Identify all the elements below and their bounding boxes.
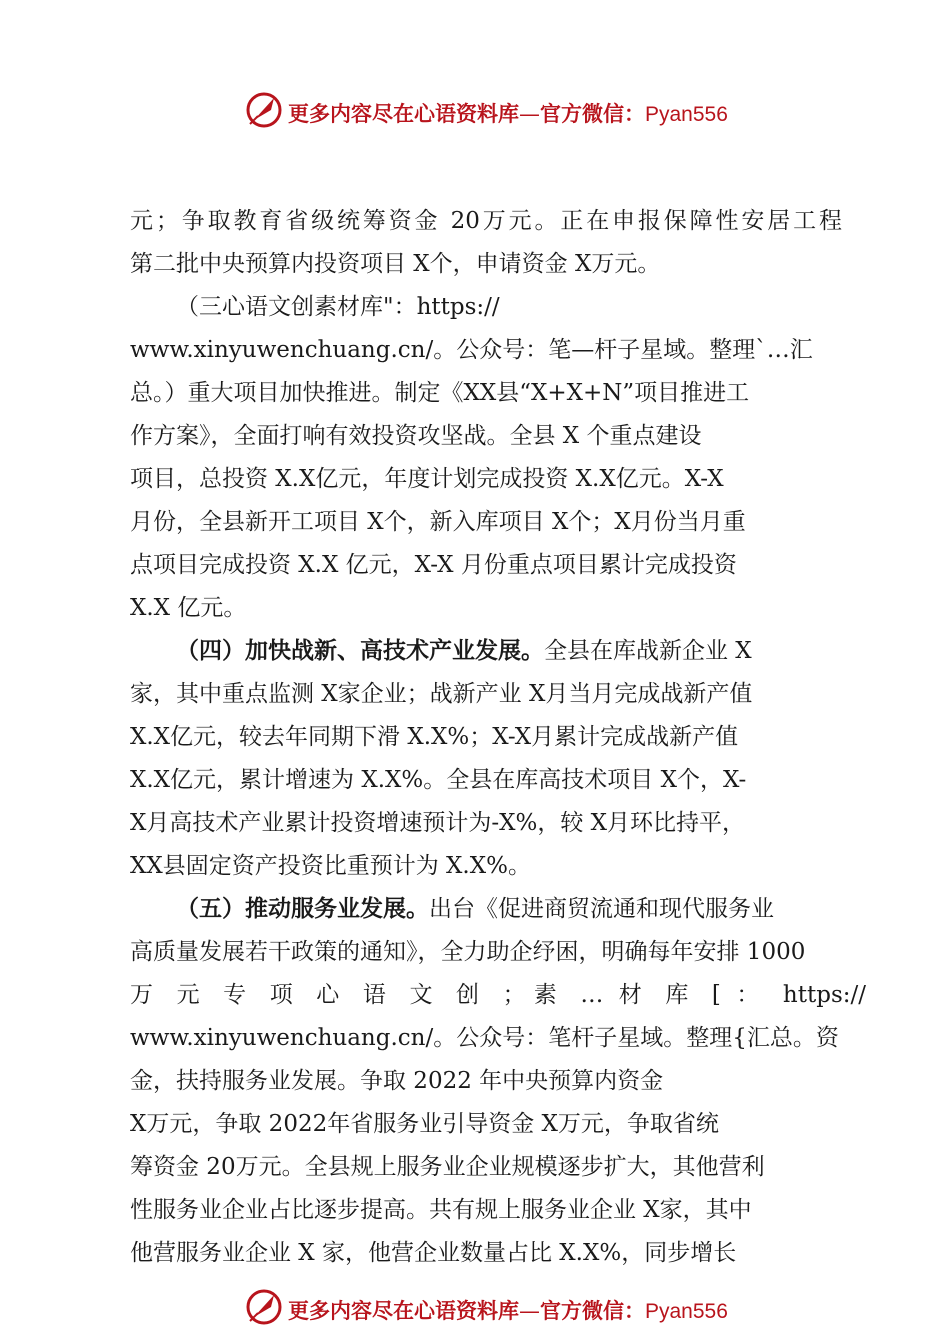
banner-wechat-id: Pyan556 — [645, 1300, 728, 1323]
banner-title: 更多内容尽在心语资料库 — [288, 1299, 519, 1323]
banner-text — [288, 98, 728, 128]
text-line: 他营服务业企业 X 家，他营企业数量占比 X.X%，同步增长 — [130, 1240, 737, 1266]
banner-wechat-id: Pyan556 — [645, 103, 728, 126]
text-line: 家，其中重点监测 X家企业；战新产业 X月当月完成战新产值 — [130, 681, 753, 707]
banner-title: 更多内容尽在心语资料库 — [288, 102, 519, 126]
text-line: X.X亿元，较去年同期下滑 X.X%；X-X月累计完成战新产值 — [130, 724, 739, 750]
text-line: 筹资金 20万元。全县规上服务业企业规模逐步扩大，其他营利 — [130, 1154, 765, 1180]
section-heading-5: （五）推动服务业发展。 — [176, 895, 429, 922]
quill-logo-icon — [244, 90, 284, 130]
text-line: 总。）重大项目加快推进。制定《XX县“X+X+N”项目推进工 — [130, 380, 750, 406]
paragraph-4-first-line — [176, 635, 752, 667]
banner-separator: — — [519, 1299, 540, 1323]
text-line: 万 元 专 项 心 语 文 创 ；素 … 材 库 [ ： https:// — [130, 982, 866, 1008]
text-line: XX县固定资产投资比重预计为 X.X%。 — [130, 853, 531, 879]
text-line: X.X亿元，累计增速为 X.X%。全县在库高技术项目 X个，X- — [130, 767, 747, 793]
text-line: 项目，总投资 X.X亿元，年度计划完成投资 X.X亿元。X-X — [130, 466, 724, 492]
banner-wechat-label: 官方微信： — [540, 1299, 645, 1323]
quill-logo-icon — [244, 1287, 284, 1327]
text-line: www.xinyuwenchuang.cn/。公众号：笔杆子星域。整理{汇总。资 — [130, 1025, 839, 1051]
text-line: 性服务业企业占比逐步提高。共有规上服务业企业 X家，其中 — [130, 1197, 752, 1223]
text-line: 高质量发展若干政策的通知》，全力助企纾困，明确每年安排 1000 — [130, 939, 806, 965]
text-line: 第二批中央预算内投资项目 X个，申请资金 X万元。 — [130, 251, 661, 277]
text-segment: 全县在库战新企业 X — [544, 638, 752, 664]
text-line: 月份，全县新开工项目 X个，新入库项目 X个；X月份当月重 — [130, 509, 746, 535]
header-banner — [0, 88, 950, 138]
text-line: （三心语文创素材库"：https:// — [176, 294, 500, 320]
text-line: 金，扶持服务业发展。争取 2022 年中央预算内资金 — [130, 1068, 664, 1094]
text-line: 元；争取教育省级统筹资金 20万元。正在申报保障性安居工程 — [130, 208, 842, 234]
text-line: www.xinyuwenchuang.cn/。公众号：笔—杆子星域。整理`…汇 — [130, 337, 813, 363]
banner-wechat-label: 官方微信： — [540, 102, 645, 126]
text-line: X.X 亿元。 — [130, 595, 247, 621]
text-segment: 出台《促进商贸流通和现代服务业 — [429, 896, 774, 922]
section-heading-4: （四）加快战新、高技术产业发展。 — [176, 637, 544, 664]
text-line: X万元，争取 2022年省服务业引导资金 X万元，争取省统 — [130, 1111, 719, 1137]
text-line: X月高技术产业累计投资增速预计为-X%，较 X月环比持平， — [130, 810, 746, 836]
banner-separator: — — [519, 102, 540, 126]
banner-text — [288, 1295, 728, 1325]
paragraph-5-first-line — [176, 893, 774, 925]
text-line: 作方案》，全面打响有效投资攻坚战。全县 X 个重点建设 — [130, 423, 702, 449]
footer-banner — [0, 1285, 950, 1335]
text-line: 点项目完成投资 X.X 亿元，X-X 月份重点项目累计完成投资 — [130, 552, 737, 578]
